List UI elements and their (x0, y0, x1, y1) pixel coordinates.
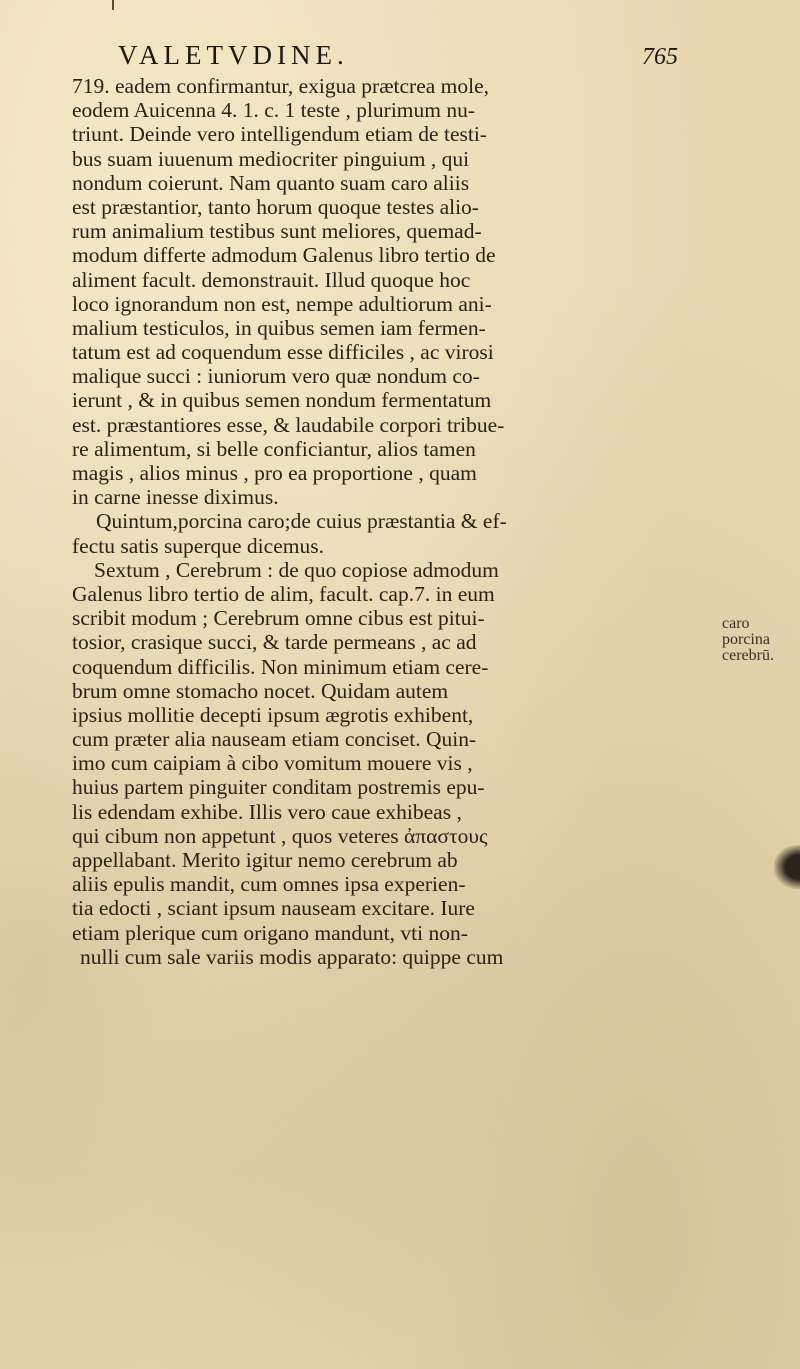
margin-note (722, 616, 800, 664)
text-line: eodem Auicenna 4. 1. c. 1 teste , plurimum nu- (72, 98, 476, 123)
text-line: aliis epulis mandit, cum omnes ipsa experien- (72, 872, 466, 897)
text-line: fectu satis superque dicemus. (72, 533, 324, 558)
running-head: VALETVDINE. (118, 40, 349, 70)
text-line: Sextum , Cerebrum : de quo copiose admodum (94, 557, 499, 582)
text-line: appellabant. Merito igitur nemo cerebrum ab (72, 848, 458, 872)
text-line: scribit modum ; Cerebrum omne cibus est pitui- (72, 606, 485, 631)
page-edge-shadow (774, 845, 800, 889)
text-line: loco ignorandum non est, nempe adultiorum ani- (72, 291, 492, 316)
text-line: bus suam iuuenum mediocriter pinguium , qui (72, 146, 470, 171)
page-header (118, 40, 678, 76)
text-line: in carne inesse diximus. (72, 485, 279, 510)
text-line: aliment facult. demonstrauit. Illud quoque hoc (72, 267, 471, 292)
body-text (72, 74, 712, 969)
text-line: Quintum,porcina caro;de cuius præstantia & ef- (96, 509, 507, 534)
text-line: magis , alios minus , pro ea proportione , quam (72, 461, 477, 485)
text-line: qui cibum non appetunt , quos veteres ἀπαστους (72, 823, 488, 848)
text-line: est præstantior, tanto horum quoque testes alio- (72, 194, 479, 219)
text-line: tia edocti , sciant ipsum nauseam excitare. Iure (72, 896, 475, 921)
text-line: huius partem pinguiter conditam postremis epu- (72, 775, 485, 800)
text-line: nondum coierunt. Nam quanto suam caro aliis (72, 170, 470, 195)
margin-note-line: caro (722, 615, 750, 632)
text-line: coquendum difficilis. Non minimum etiam cere- (72, 654, 489, 679)
text-line: malium testiculos, in quibus semen iam fermen- (72, 315, 486, 340)
text-line: nulli cum sale variis modis apparato: quippe cum (80, 944, 504, 969)
text-line: rum animalium testibus sunt meliores, quemad- (72, 219, 482, 244)
text-line: malique succi : iuniorum vero quæ nondum co- (72, 364, 480, 389)
text-line: modum differte admodum Galenus libro tertio de (72, 243, 496, 268)
text-line: ipsius mollitie decepti ipsum ægrotis exhibent, (72, 702, 474, 727)
text-line: brum omne stomacho nocet. Quidam autem (72, 678, 449, 703)
text-line: imo cum caipiam à cibo vomitum mouere vis , (72, 751, 473, 776)
text-line: etiam plerique cum origano mandunt, vti non- (72, 920, 468, 945)
page-number: 765 (642, 44, 678, 70)
text-line: ierunt , & in quibus semen nondum fermentatum (72, 388, 492, 413)
margin-note-line: porcina (722, 631, 770, 648)
text-line: tatum est ad coquendum esse difficiles , ac virosi (72, 340, 494, 365)
text-line: est. præstantiores esse, & laudabile corpori tribue- (72, 412, 505, 437)
text-line: re alimentum, si belle conficiantur, alios tamen (72, 436, 476, 461)
text-line: Galenus libro tertio de alim, facult. cap.7. in eum (72, 581, 495, 606)
text-line: tosior, crasique succi, & tarde permeans , ac ad (72, 630, 477, 655)
text-line: 719. eadem confirmantur, exigua prætcrea mole, (72, 74, 490, 98)
text-line: lis edendam exhibe. Illis vero caue exhibeas , (72, 799, 462, 824)
text-line: triunt. Deinde vero intelligendum etiam de testi- (72, 122, 487, 147)
ink-mark (112, 0, 114, 10)
margin-note-line: cerebrū. (722, 647, 774, 664)
text-line: cum præter alia nauseam etiam conciset. Quin- (72, 727, 477, 752)
